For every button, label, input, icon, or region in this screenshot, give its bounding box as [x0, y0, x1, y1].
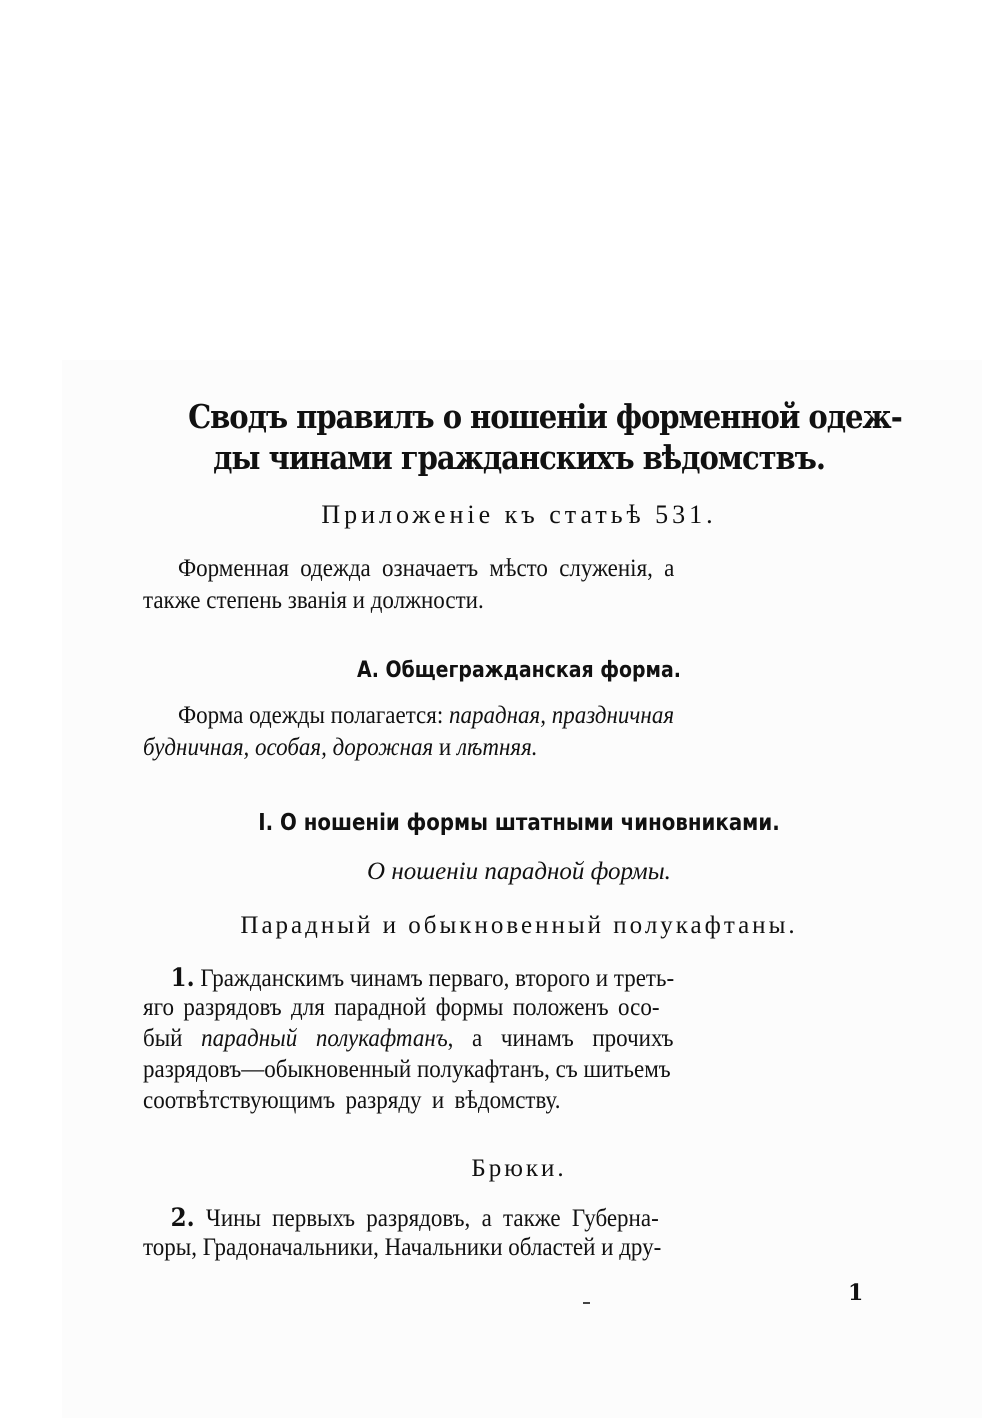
paragraph-1-line-2: яго разрядовъ для парадной формы положенъ осо- — [143, 994, 660, 1021]
paragraph-1-line-3-plain-2: , а чинамъ прочихъ — [447, 1025, 674, 1052]
section-a-line-2-plain: и — [433, 734, 457, 761]
section-1-heading: I. О ношеніи формы штатными чиновниками. — [258, 810, 780, 836]
section-a-line-2-italic-2: лѣтняя. — [456, 734, 538, 761]
paragraph-1-line-3 — [143, 1025, 895, 1053]
scan-speck — [583, 1302, 590, 1304]
page-number: 1 — [848, 1280, 864, 1306]
title-line-1: Сводъ правилъ о ношеніи форменной одеж- — [188, 397, 902, 436]
paragraph-1-line-3-italic: парадный полукафтанъ — [201, 1025, 448, 1052]
document-title — [188, 396, 902, 478]
section-a-line-1 — [143, 702, 930, 730]
intro-line-1: Форменная одежда означаетъ мѣсто служенія, а — [177, 555, 675, 582]
title-line-2: ды чинами гражданскихъ вѣдомствъ. — [213, 438, 825, 477]
paragraph-2-line-2: торы, Градоначальники, Начальники областей и дру- — [143, 1234, 662, 1261]
paragraph-1-line-5: соотвѣтствующимъ разряду и вѣдомству. — [143, 1087, 561, 1114]
section-a-line-1-plain: Форма одежды полагается: — [177, 702, 449, 729]
section-a-line-2 — [143, 734, 895, 762]
appendix-subtitle: Приложеніе къ статьѣ 531. — [321, 500, 717, 529]
section-a-line-1-italic: парадная, праздничная — [448, 702, 675, 729]
paragraph-2-line-1-text: Чины первыхъ разрядовъ, а также Губерна- — [205, 1205, 659, 1232]
paragraph-1-line-4: разрядовъ—обыкновенный полукафтанъ, съ шитьемъ — [143, 1056, 671, 1083]
paragraph-2-number: 2. — [170, 1203, 195, 1232]
paragraph-1-line-1-text: Гражданскимъ чинамъ перваго, второго и треть- — [200, 965, 675, 992]
paragraph-1-line-1 — [143, 963, 922, 993]
paragraph-2-line-1 — [143, 1203, 922, 1233]
section-1-subheading: О ношеніи парадной формы. — [367, 858, 671, 885]
intro-line-2: также степень званія и должности. — [143, 587, 484, 614]
topic-polukaftany: Парадный и обыкновенный полукафтаны. — [240, 912, 798, 939]
section-a-heading: А. Общегражданская форма. — [357, 658, 681, 683]
paragraph-1-line-3-plain-1: бый — [143, 1025, 202, 1052]
topic-bryuki: Брюки. — [471, 1155, 567, 1182]
section-a-line-2-italic-1: будничная, особая, дорожная — [143, 734, 434, 761]
paragraph-1-number: 1. — [170, 963, 195, 992]
